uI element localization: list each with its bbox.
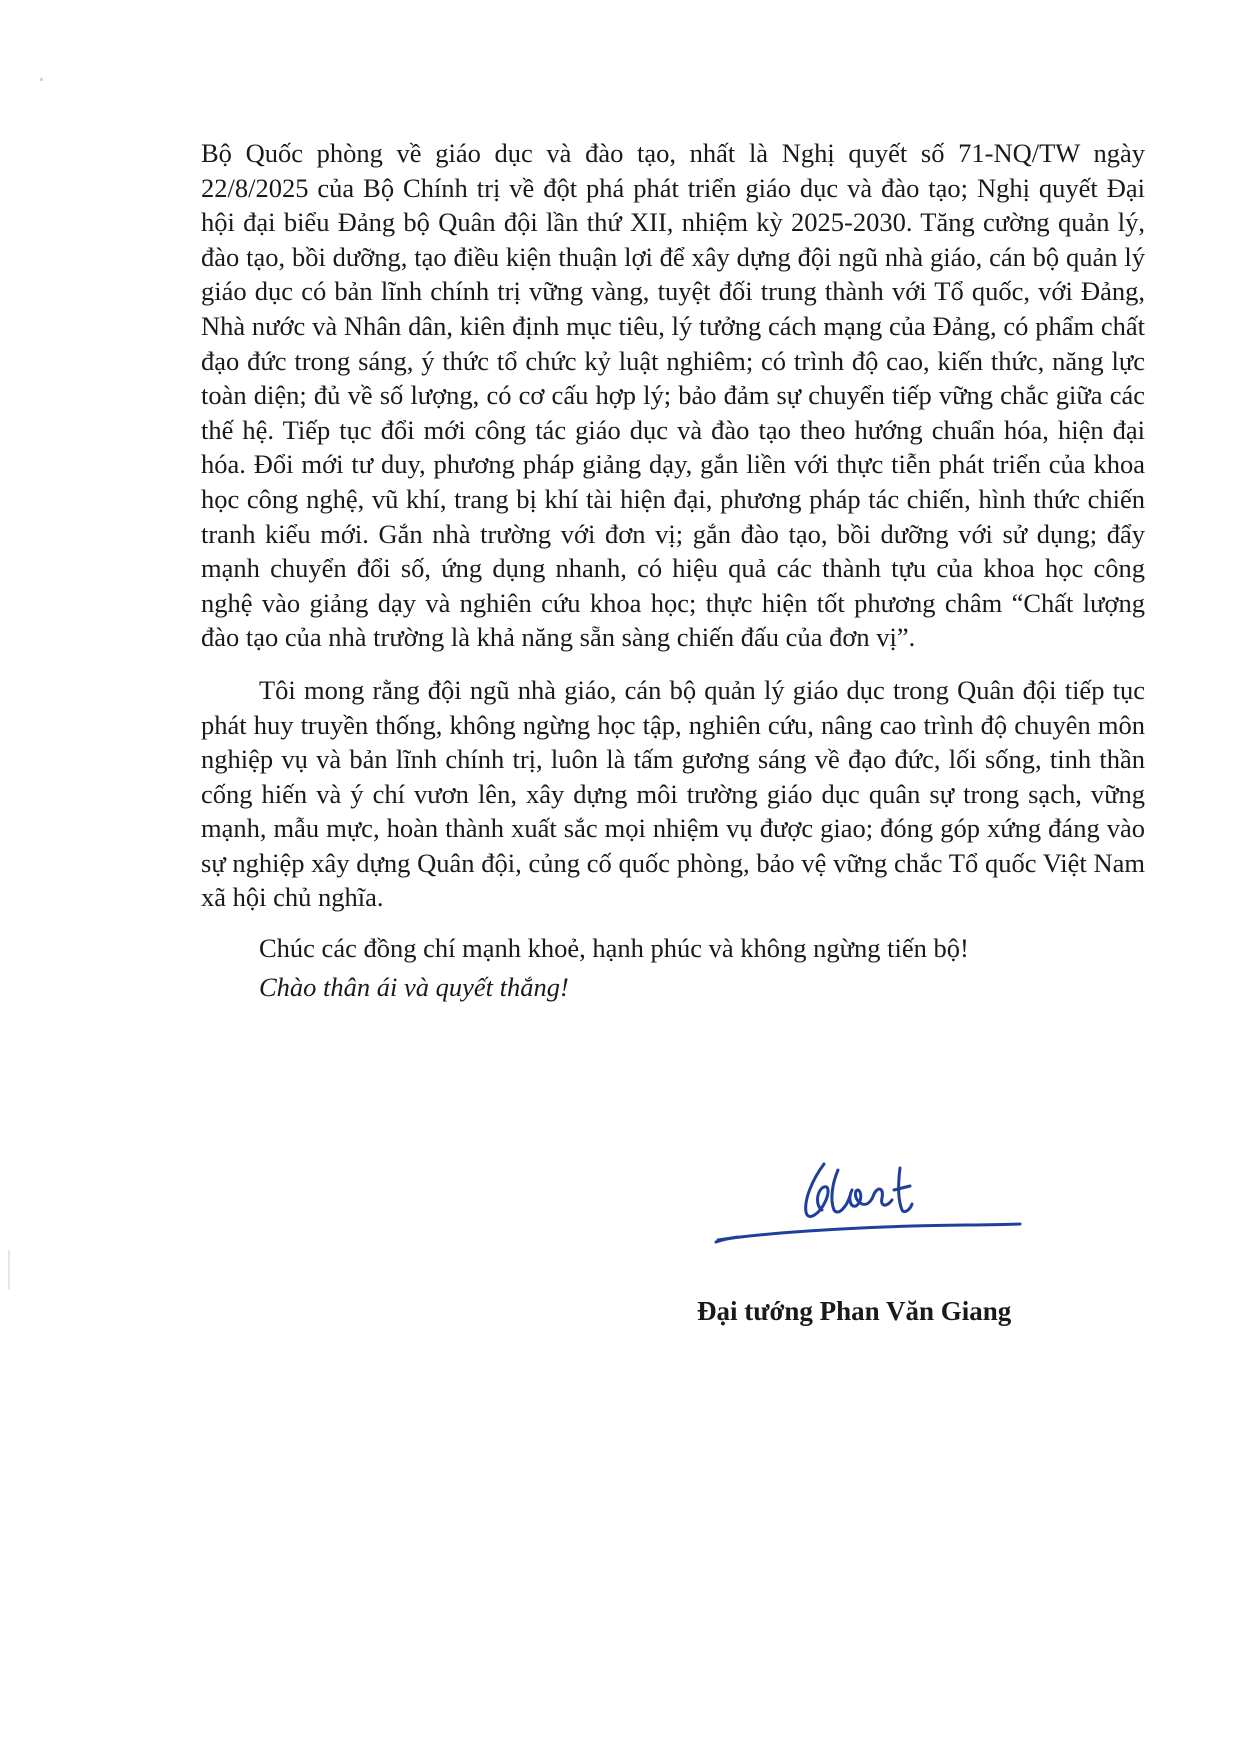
signature-graphic xyxy=(712,1140,1032,1260)
paragraph-continued: Bộ Quốc phòng về giáo dục và đào tạo, nhất là Nghị quyết số 71-NQ/TW ngày 22/8/2025 của Bộ Chính trị về đột phá phát triển giáo dục và đào tạo; Nghị quyết Đại hội đại biểu Đảng bộ Quân đội lần thứ XII, nhiệm kỳ 2025-2030. Tăng cường quản lý, đào tạo, bồi dưỡng, tạo điều kiện thuận lợi để xây dựng đội ngũ nhà giáo, cán bộ quản lý giáo dục có bản lĩnh chính trị vững vàng, tuyệt đối trung thành với Tổ quốc, với Đảng, Nhà nước và Nhân dân, kiên định mục tiêu, lý tưởng cách mạng của Đảng, có phẩm chất đạo đức trong sáng, ý thức tổ chức kỷ luật nghiêm; có trình độ cao, kiến thức, năng lực toàn diện; đủ về số lượng, có cơ cấu hợp lý; bảo đảm sự chuyển tiếp vững chắc giữa các thế hệ. Tiếp tục đổi mới công tác giáo dục và đào tạo theo hướng chuẩn hóa, hiện đại hóa. Đổi mới tư duy, phương pháp giảng dạy, gắn liền với thực tiễn phát triển của khoa học công nghệ, vũ khí, trang bị khí tài hiện đại, phương pháp tác chiến, hình thức chiến tranh kiểu mới. Gắn nhà trường với đơn vị; gắn đào tạo, bồi dưỡng với sử dụng; đẩy mạnh chuyển đổi số, ứng dụng nhanh, có hiệu quả các thành tựu của khoa học công nghệ vào giảng dạy và nghiên cứu khoa học; thực hiện tốt phương châm “Chất lượng đào tạo của nhà trường là khả năng sẵn sàng chiến đấu của đơn vị”. xyxy=(201,138,1145,653)
salutation: Chào thân ái và quyết thắng! xyxy=(259,971,569,1002)
paragraph-hope: Tôi mong rằng đội ngũ nhà giáo, cán bộ quản lý giáo dục trong Quân đội tiếp tục phát huy truyền thống, không ngừng học tập, nghiên cứu, nâng cao trình độ chuyên môn nghiệp vụ và bản lĩnh chính trị, luôn là tấm gương sáng về đạo đức, lối sống, tinh thần cống hiến và ý chí vươn lên, xây dựng môi trường giáo dục quân sự trong sạch, vững mạnh, mẫu mực, hoàn thành xuất sắc mọi nhiệm vụ được giao; đóng góp xứng đáng vào sự nghiệp xây dựng Quân đội, củng cố quốc phòng, bảo vệ vững chắc Tổ quốc Việt Nam xã hội chủ nghĩa. xyxy=(201,674,1145,913)
letter-body xyxy=(201,136,1145,1004)
closing-wish: Chúc các đồng chí mạnh khoẻ, hạnh phúc và không ngừng tiến bộ! xyxy=(259,933,969,964)
handwritten-signature xyxy=(712,1140,1032,1260)
scan-speck xyxy=(40,78,43,81)
signer-name: Đại tướng Phan Văn Giang xyxy=(697,1296,1012,1326)
scan-speck xyxy=(8,1250,10,1290)
